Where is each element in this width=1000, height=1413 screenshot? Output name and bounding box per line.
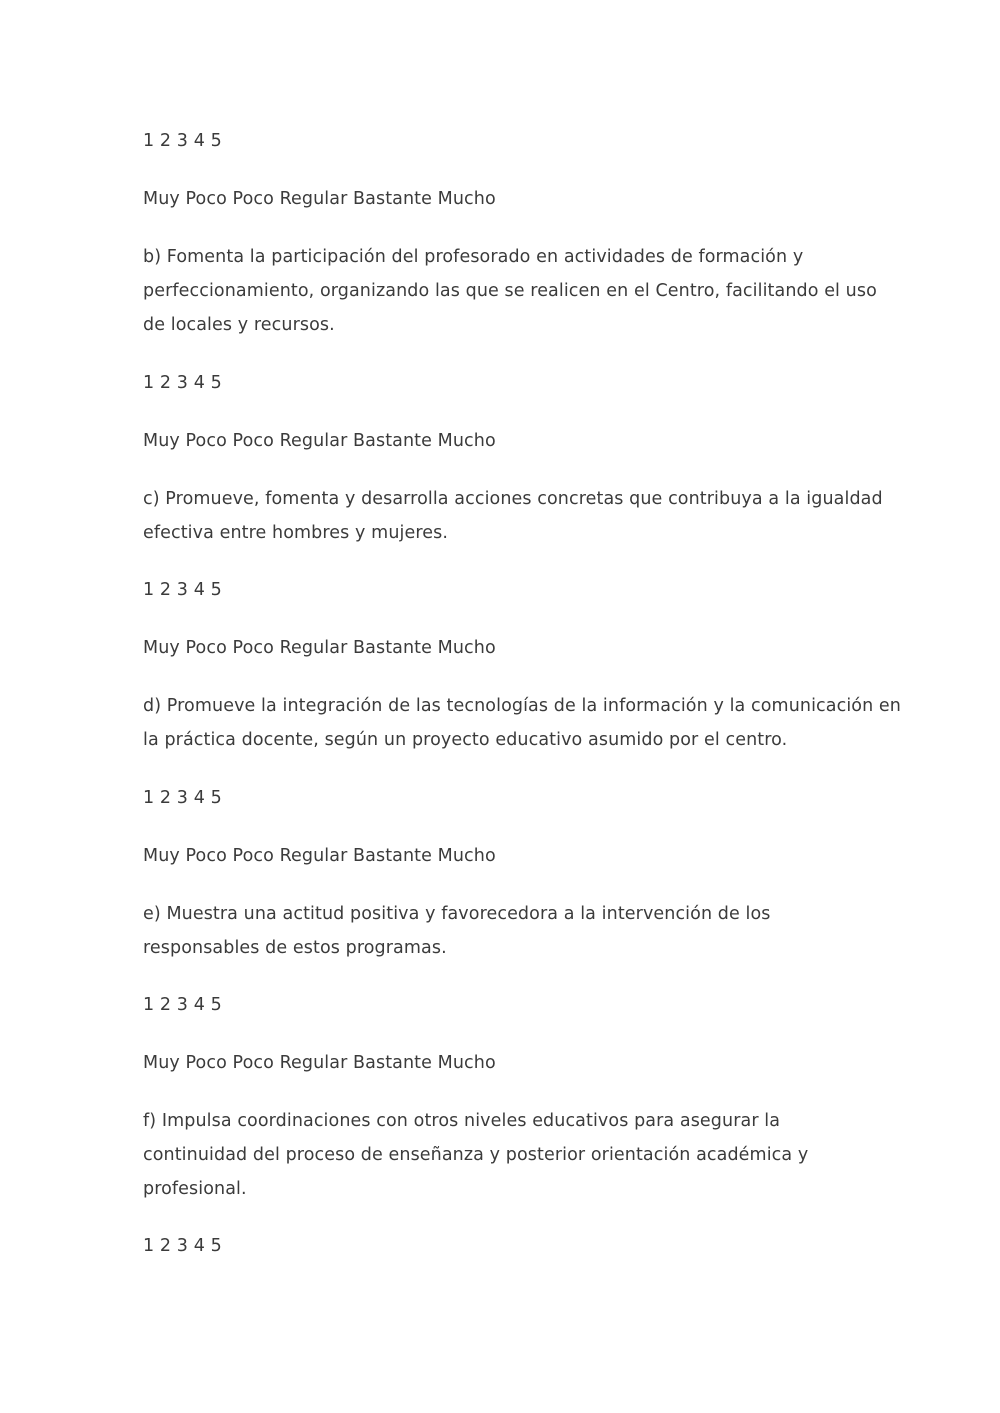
item-d-line-1: d) Promueve la integración de las tecnologías de la información y la comunicación en [143,696,901,716]
item-f-line-2: continuidad del proceso de enseñanza y posterior orientación académica y [143,1145,809,1165]
rating-options: Muy Poco Poco Regular Bastante Mucho [143,189,496,209]
rating-options: Muy Poco Poco Regular Bastante Mucho [143,638,496,658]
rating-scale: 1 2 3 4 5 [143,131,222,151]
rating-options: Muy Poco Poco Regular Bastante Mucho [143,846,496,866]
rating-scale: 1 2 3 4 5 [143,1236,222,1256]
item-e-line-2: responsables de estos programas. [143,938,447,958]
item-f-line-3: profesional. [143,1179,247,1199]
item-b-line-2: perfeccionamiento, organizando las que se realicen en el Centro, facilitando el uso [143,281,877,301]
rating-options: Muy Poco Poco Regular Bastante Mucho [143,1053,496,1073]
rating-scale: 1 2 3 4 5 [143,788,222,808]
item-b-line-3: de locales y recursos. [143,315,335,335]
rating-scale: 1 2 3 4 5 [143,373,222,393]
item-c-line-1: c) Promueve, fomenta y desarrolla acciones concretas que contribuya a la igualdad [143,489,883,509]
item-d-line-2: la práctica docente, según un proyecto educativo asumido por el centro. [143,730,788,750]
rating-scale: 1 2 3 4 5 [143,580,222,600]
item-b-line-1: b) Fomenta la participación del profesorado en actividades de formación y [143,247,804,267]
rating-options: Muy Poco Poco Regular Bastante Mucho [143,431,496,451]
item-f-line-1: f) Impulsa coordinaciones con otros niveles educativos para asegurar la [143,1111,781,1131]
item-e-line-1: e) Muestra una actitud positiva y favorecedora a la intervención de los [143,904,771,924]
rating-scale: 1 2 3 4 5 [143,995,222,1015]
item-c-line-2: efectiva entre hombres y mujeres. [143,523,448,543]
